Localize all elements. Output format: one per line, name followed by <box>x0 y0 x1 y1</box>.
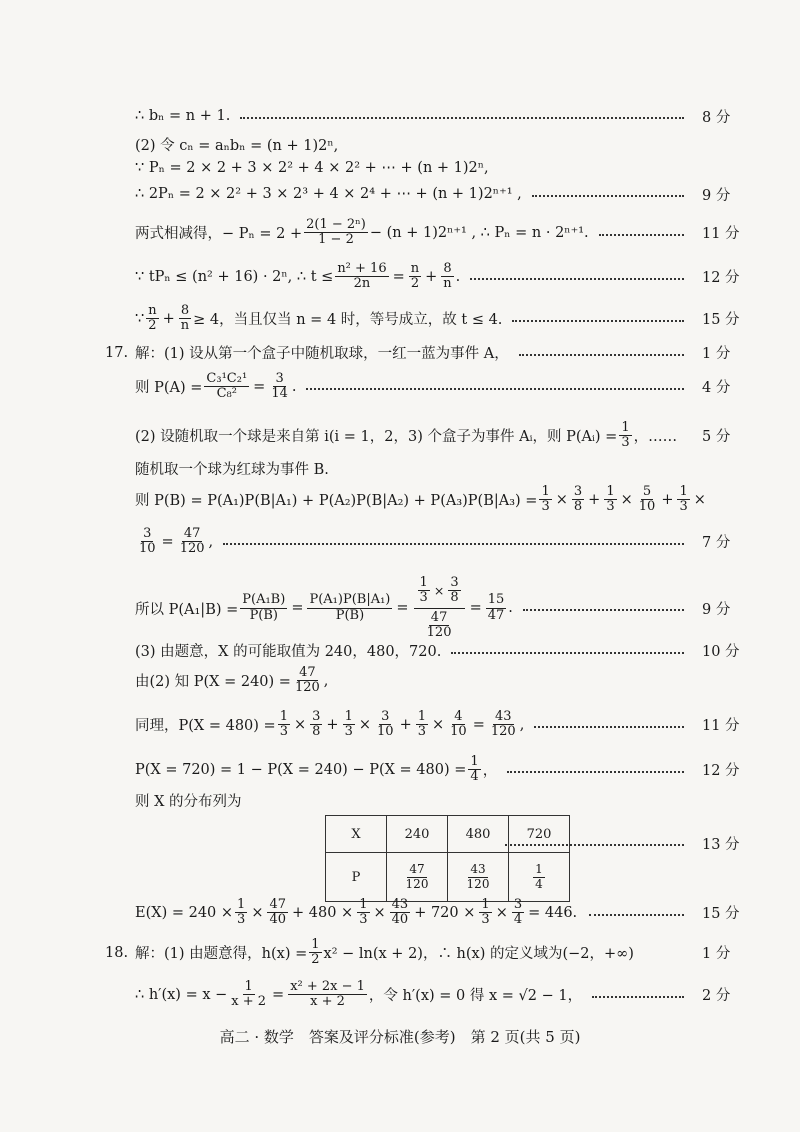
equals-sign: = <box>396 600 409 617</box>
solution-line-pai <box>135 420 731 451</box>
equals-sign: = <box>161 533 174 550</box>
score: 13 分 <box>702 836 740 853</box>
equals-sign: = <box>392 268 405 285</box>
math-text: x² − ln(x + 2)，∴ h(x) 的定义域为(−2，+∞) <box>323 946 634 963</box>
fraction: $\frac{47}{40}$ <box>269 897 287 928</box>
dot-leader <box>512 320 684 322</box>
math-text: 两式相减得，− Pₙ = 2 + <box>135 226 303 243</box>
fraction: $\frac{\text{P(A₁B)}}{P(B)}$ <box>242 592 286 623</box>
score: 12 分 <box>702 763 740 780</box>
dot-leader <box>592 996 684 998</box>
plus-sign: + <box>399 716 412 733</box>
dot-leader <box>505 844 684 846</box>
fraction: $\frac{5}{10}$ <box>638 484 656 515</box>
table-cell <box>387 853 448 902</box>
score: 1 分 <box>702 346 731 362</box>
score: 8 分 <box>702 109 731 126</box>
plus-sign: + <box>326 716 339 733</box>
distribution-table <box>325 815 570 902</box>
math-text: 则 P(B) = P(A₁)P(B|A₁) + P(A₂)P(B|A₂) + P(A₃)P(B|A₃) = <box>135 493 538 510</box>
fraction: $\frac{1}{3}$ <box>621 420 630 451</box>
fraction: $\frac{4}{10}$ <box>450 709 467 740</box>
dot-leader <box>470 278 684 280</box>
times-sign: × <box>251 904 264 921</box>
fraction: $\frac{\text{2(1 − 2ⁿ)}}{1 - 2}$ <box>306 217 366 248</box>
fraction: $\frac{\text{C₃¹C₂¹}}{\text{C₈²}}$ <box>206 371 248 402</box>
fraction: $\frac{3}{8}$ <box>573 484 583 515</box>
math-text: 所以 P(A₁|B) = <box>135 601 239 618</box>
score: 4 分 <box>702 380 731 397</box>
solution-line-x-values <box>135 640 740 661</box>
fraction: $\frac{43}{40}$ <box>391 897 409 928</box>
math-text: ，令 h′(x) = 0 得 x = √2 − 1， <box>368 988 583 1005</box>
solution-line-p480 <box>135 709 740 740</box>
fraction: $\frac{1}{4}$ <box>470 754 479 785</box>
solution-line-cn <box>135 134 690 155</box>
table-header-cell: 720 <box>509 816 570 853</box>
fraction: $\frac{1}{3}$ <box>606 484 615 515</box>
math-text: (2) 令 cₙ = aₙbₙ = (n + 1)2ⁿ, <box>135 138 339 154</box>
compound-fraction <box>414 576 465 640</box>
solution-line-pb-result <box>135 526 731 557</box>
equals-sign: = <box>272 986 285 1003</box>
fraction: $\frac{1}{4}$ <box>535 862 543 891</box>
fraction: $\frac{43}{120}$ <box>490 709 516 740</box>
question-number: 18. <box>105 944 129 961</box>
table-row <box>326 853 570 902</box>
table-header-cell: X <box>326 816 387 853</box>
score: 7 分 <box>702 535 731 552</box>
equals-sign: = <box>469 600 482 617</box>
fraction: $\frac{1}{3}$ <box>679 484 688 515</box>
dot-leader <box>306 388 684 390</box>
fraction: $\frac{43}{120}$ <box>466 862 490 891</box>
dot-leader <box>523 609 684 611</box>
dot-leader <box>534 726 684 728</box>
equals-sign: = <box>253 378 266 395</box>
fraction: $\frac{15}{47}$ <box>487 592 505 623</box>
math-text: ∵ <box>135 310 145 327</box>
table-header-cell: 240 <box>387 816 448 853</box>
score: 12 分 <box>702 270 740 287</box>
comma: , <box>323 672 329 689</box>
solution-line-derivative <box>135 979 731 1010</box>
equals-sign: = <box>291 600 304 617</box>
solution-line-expectation <box>135 897 740 928</box>
math-text: + 720 × <box>414 904 476 921</box>
plus-sign: + <box>425 268 438 285</box>
score: 1 分 <box>702 946 731 963</box>
question-17-part1 <box>105 342 731 363</box>
math-text: 同理，P(X = 480) = <box>135 718 276 735</box>
math-text: − (n + 1)2ⁿ⁺¹ , ∴ Pₙ = n · 2ⁿ⁺¹. <box>369 224 589 241</box>
times-sign: × <box>373 904 386 921</box>
plus-sign: + <box>661 491 674 508</box>
fraction: $\frac{3}{4}$ <box>513 897 523 928</box>
math-text: ∵ tPₙ ≤ (n² + 16) · 2ⁿ, ∴ t ≤ <box>135 268 334 285</box>
math-text: P(X = 720) = 1 − P(X = 240) − P(X = 480) = <box>135 761 467 778</box>
equals-sign: = <box>472 716 485 733</box>
math-text: E(X) = 240 × <box>135 904 234 921</box>
question-number: 17. <box>105 344 129 361</box>
times-sign: × <box>432 716 445 733</box>
dot-leader <box>507 771 684 773</box>
question-18-part1 <box>105 937 731 968</box>
fraction: $\frac{47}{120}$ <box>426 609 452 640</box>
fraction: $\frac{\text{n² + 16}}{2n}$ <box>337 261 387 292</box>
score: 2 分 <box>702 988 731 1005</box>
solution-line-bayes <box>135 575 731 640</box>
math-text: (3) 由题意，X 的可能取值为 240，480，720. <box>135 644 442 660</box>
score: 15 分 <box>702 312 740 329</box>
dot-leader <box>519 354 684 356</box>
fraction: $\frac{1}{3}$ <box>417 709 426 740</box>
solution-line-distribution-intro <box>135 790 690 811</box>
math-text: 由(2) 知 P(X = 240) = <box>135 674 291 691</box>
page-footer: 高二 · 数学 答案及评分标准(参考) 第 2 页(共 5 页) <box>219 1028 581 1046</box>
dot-leader <box>223 543 684 545</box>
table-score-line <box>505 836 740 853</box>
dot-leader <box>240 117 684 119</box>
solution-line-pa <box>135 371 731 402</box>
fraction: $\frac{3}{10}$ <box>377 709 394 740</box>
times-sign: × <box>293 716 307 733</box>
fraction: $\frac{8}{n}$ <box>180 303 190 334</box>
fraction: $\frac{47}{120}$ <box>179 526 205 557</box>
plus-sign: + <box>162 310 175 327</box>
math-text: ∵ Pₙ = 2 × 2 + 3 × 2² + 4 × 2² + ⋯ + (n + 1)2ⁿ, <box>135 160 489 176</box>
times-sign: × <box>555 491 568 508</box>
fraction: $\frac{1}{3}$ <box>419 575 428 606</box>
fraction: $\frac{3}{10}$ <box>139 526 156 557</box>
fraction: $\frac{1}{3}$ <box>541 484 550 515</box>
math-text: (2) 设随机取一个球是来自第 i(i = 1，2，3) 个盒子为事件 Aᵢ，则 P(Aᵢ) = <box>135 429 618 446</box>
fraction: $\frac{3}{8}$ <box>312 709 321 740</box>
fraction: $\frac{1}{3}$ <box>359 897 368 928</box>
math-text: ，…… <box>633 429 678 446</box>
fraction: $\frac{1}{3}$ <box>344 709 353 740</box>
dot-leader <box>451 652 684 654</box>
fraction: $\frac{3}{8}$ <box>450 575 459 606</box>
solution-line-bn <box>135 108 731 126</box>
dot-leader <box>599 234 684 236</box>
period: . <box>455 268 461 285</box>
math-text: ≥ 4，当且仅当 n = 4 时，等号成立，故 t ≤ 4. <box>193 312 503 329</box>
period: . <box>508 600 513 617</box>
score: 11 分 <box>702 718 740 735</box>
math-text: 解：(1) 设从第一个盒子中随机取球，一红一蓝为事件 A， <box>135 346 509 362</box>
solution-line-2pn <box>135 186 731 204</box>
math-text: + 480 × <box>292 904 354 921</box>
solution-line-am-gm <box>135 303 740 334</box>
math-text: ∴ h′(x) = x − <box>135 986 228 1003</box>
times-sign: × <box>358 716 372 733</box>
fraction: $\frac{8}{n}$ <box>443 261 452 292</box>
comma: ， <box>482 763 498 780</box>
fraction: $\frac{1}{3}$ <box>237 897 246 928</box>
math-text: ∴ bₙ = n + 1. <box>135 108 231 124</box>
period: . <box>291 378 297 395</box>
table-cell <box>448 853 509 902</box>
solution-line-p240 <box>135 666 690 696</box>
math-text: = 446. <box>528 904 578 921</box>
fraction: $\frac{n}{2}$ <box>148 303 157 334</box>
fraction: $\frac{3}{14}$ <box>271 371 288 402</box>
fraction: $\frac{1}{3}$ <box>279 709 288 740</box>
table-cell <box>509 853 570 902</box>
solution-line-event-b <box>135 458 690 479</box>
score: 5 分 <box>702 429 731 446</box>
math-text: 则 P(A) = <box>135 380 203 397</box>
times-sign: × <box>433 582 445 598</box>
fraction: $\frac{\text{x² + 2x − 1}}{x + 2}$ <box>290 979 365 1010</box>
score: 10 分 <box>702 644 740 660</box>
table-cell: P <box>326 853 387 902</box>
math-text: 随机取一个球为红球为事件 B. <box>135 462 329 478</box>
fraction: $\frac{1}{3}$ <box>481 897 490 928</box>
fraction: $\frac{47}{120}$ <box>405 862 429 891</box>
plus-sign: + <box>588 491 601 508</box>
score: 15 分 <box>702 906 740 923</box>
times-sign: × <box>495 904 508 921</box>
score: 11 分 <box>702 226 740 243</box>
solution-line-subtract <box>135 217 740 248</box>
comma: , <box>519 716 525 733</box>
solution-line-pn <box>135 160 690 176</box>
table-header-cell: 480 <box>448 816 509 853</box>
fraction: $\frac{1}{x + 2}$ <box>231 979 267 1010</box>
fraction: $\frac{n}{2}$ <box>410 261 420 292</box>
solution-line-p720 <box>135 754 740 785</box>
table-row <box>326 816 570 853</box>
fraction: $\frac{\text{P(A₁)P(B|A₁)}}{P(B)}$ <box>309 592 391 623</box>
fraction: $\frac{47}{120}$ <box>294 665 320 696</box>
comma: , <box>208 533 214 550</box>
math-text: ∴ 2Pₙ = 2 × 2² + 3 × 2³ + 4 × 2⁴ + ⋯ + (n + 1)2ⁿ⁺¹ , <box>135 186 522 202</box>
dot-leader <box>532 195 684 197</box>
score: 9 分 <box>702 187 731 204</box>
math-text: 解：(1) 由题意得，h(x) = <box>135 946 308 963</box>
dot-leader <box>589 914 684 916</box>
times-sign: × <box>693 491 706 508</box>
solution-line-t-bound <box>135 261 740 292</box>
math-text: 则 X 的分布列为 <box>135 794 242 810</box>
fraction: $\frac{1}{2}$ <box>311 937 320 968</box>
times-sign: × <box>620 491 633 508</box>
score: 9 分 <box>702 601 731 618</box>
solution-line-pb <box>135 485 760 515</box>
